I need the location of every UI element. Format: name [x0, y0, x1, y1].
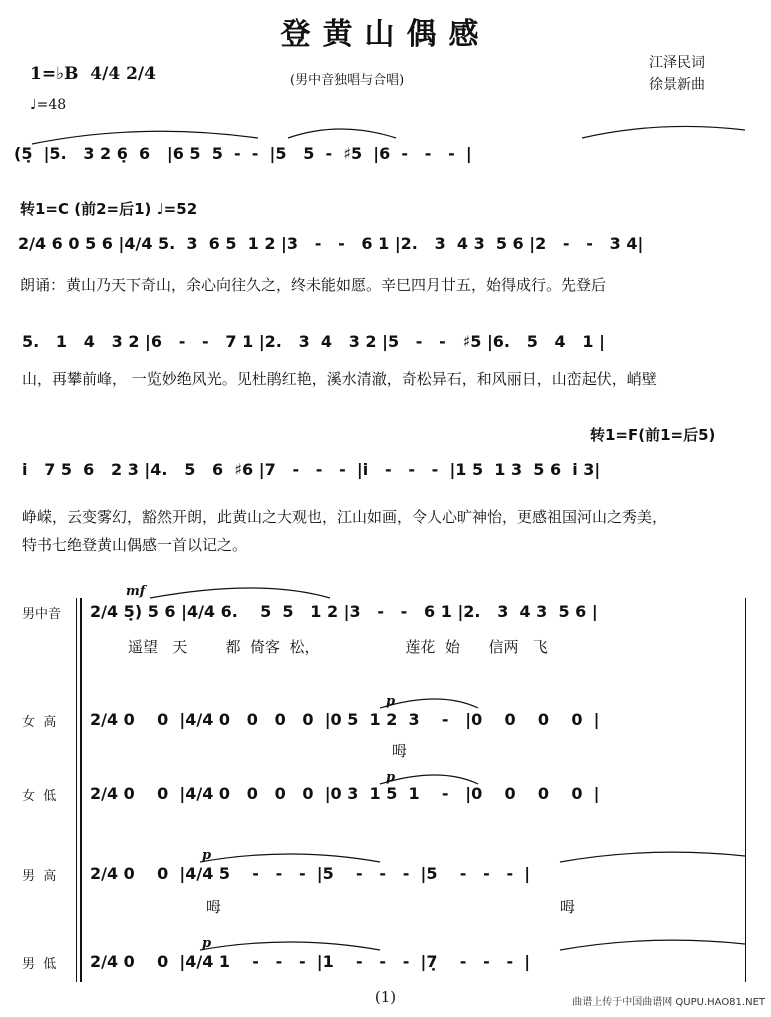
tenor-lyric-1: 呣 [206, 898, 222, 916]
page-number: (1) [374, 988, 397, 1006]
soprano-notes: 2/4 0 0 |4/4 0 0 0 0 |0 5 1 2 3 - |0 0 0 0 | [90, 710, 600, 729]
dynamic-p-bass: p [202, 936, 212, 951]
slur-7 [200, 854, 380, 862]
system-3-notes: 5. 1 4 3 2 |6 - - 7 1 |2. 3 4 3 2 |5 - - ♯5 |6. 5 4 1 | [22, 332, 605, 351]
part-label-bass: 男 低 [22, 957, 57, 972]
subtitle: (男中音独唱与合唱) [290, 73, 405, 88]
recitation-line-1: 黄山乃天下奇山，余心向往久之，终未能如愿。辛巳四月廿五，始得成行。先登后 [66, 276, 607, 294]
watermark: 曲谱上传于中国曲谱网 QUPU.HAO81.NET [572, 997, 765, 1008]
slur-1 [32, 131, 258, 144]
recitation-line-2: 山，再攀前峰， 一览妙绝风光。见杜鹃红艳，溪水清澈，奇松异石，和风丽日，山峦起伏，峭壁 [22, 370, 657, 388]
recitation-line-3: 峥嵘，云变雾幻，豁然开朗，此黄山之大观也，江山如画，令人心旷神怡，更感祖国河山之秀美， [22, 508, 668, 526]
recitation-label: 朗诵： [20, 276, 66, 294]
soprano-lyric: 呣 [392, 742, 408, 760]
key-signature: 1=♭B 4/4 2/4 [30, 64, 156, 84]
tempo-marking: ♩=48 [30, 97, 67, 113]
tenor-notes: 2/4 0 0 |4/4 5 - - - |5 - - - |5 - - - | [90, 864, 531, 883]
bass-notes: 2/4 0 0 |4/4 1 - - - |1 - - - |7̣ - - - | [90, 952, 531, 971]
system-1-notes: (5̣ |5. 3 2 6̣ 6 |6 5 5 - - |5 5 - ♯5 |6 - - - | [14, 144, 472, 163]
baritone-notes: 2/4 5̣) 5 6 |4/4 6. 5 5 1 2 |3 - - 6 1 |2. 3 4 3 5 6 | [90, 602, 598, 621]
modulation-1: 转1=C (前2=后1) ♩=52 [20, 200, 198, 218]
system-2-notes: 2/4 6 0 5 6 |4/4 5. 3 6 5 1 2 |3 - - 6 1 |2. 3 4 3 5 6 |2 - - 3 4| [18, 234, 644, 253]
alto-notes: 2/4 0 0 |4/4 0 0 0 0 |0 3 1 5 1 - |0 0 0 0 | [90, 784, 600, 803]
page-title: 登黄山偶感 [280, 17, 491, 52]
composer: 徐景新曲 [649, 77, 705, 93]
part-label-baritone: 男中音 [22, 607, 62, 622]
slur-6 [380, 775, 478, 784]
slur-9 [200, 942, 380, 950]
system-4-notes: i 7 5 6 2 3 |4. 5 6 ♯6 |7 - - - |i - - - |1 5 1 3 5 6 i 3| [22, 460, 601, 479]
baritone-lyrics: 遥望 天 都 倚客 松， 莲花 始 信两 飞 [128, 638, 548, 656]
part-label-soprano: 女 高 [22, 715, 57, 730]
modulation-2: 转1=F(前1=后5) [590, 426, 716, 444]
lyricist: 江泽民词 [649, 55, 705, 71]
dynamic-p-soprano: p [386, 694, 396, 709]
slur-10 [560, 940, 745, 950]
tenor-lyric-2: 呣 [560, 898, 576, 916]
dynamic-p-alto: p [386, 770, 396, 785]
dynamic-mf: mf [126, 584, 146, 599]
slur-4 [150, 588, 330, 598]
dynamic-p-tenor: p [202, 848, 212, 863]
slur-8 [560, 852, 745, 862]
part-label-tenor: 男 高 [22, 869, 57, 884]
slur-2 [288, 129, 396, 138]
recitation-line-4: 特书七绝登黄山偶感一首以记之。 [22, 536, 248, 554]
slur-5 [380, 699, 478, 708]
slur-3 [582, 126, 745, 138]
part-label-alto: 女 低 [22, 789, 57, 804]
